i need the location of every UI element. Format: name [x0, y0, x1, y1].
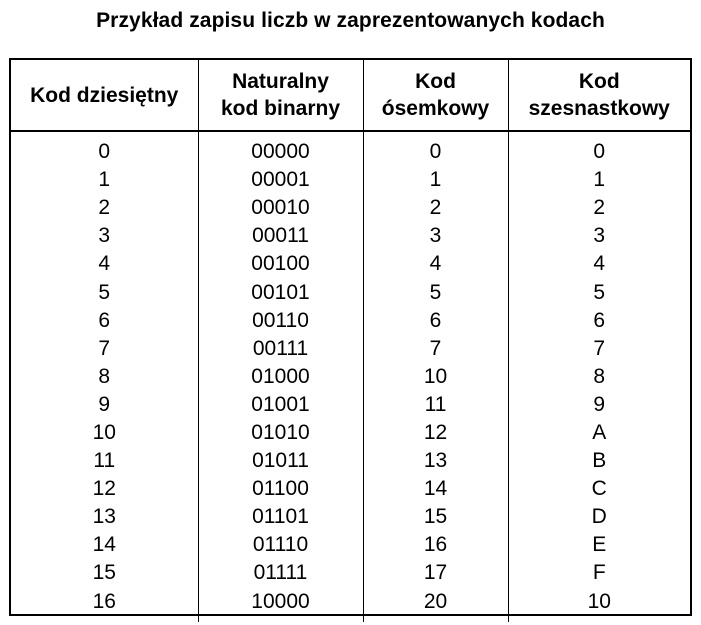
octal-cell: 17	[363, 559, 508, 587]
octal-cell: 3	[363, 222, 508, 250]
number-codes-table-frame	[9, 58, 692, 616]
decimal-cell: 7	[98, 336, 111, 360]
octal-cell: 11	[363, 391, 508, 419]
hex-cell: 6	[508, 307, 690, 335]
binary-cell: 00011	[198, 222, 363, 250]
table-row	[11, 588, 690, 622]
table-row	[11, 363, 690, 391]
binary-cell: 01001	[198, 391, 363, 419]
table-body	[11, 131, 690, 622]
binary-cell: 00111	[198, 335, 363, 363]
octal-cell: 10	[363, 363, 508, 391]
binary-cell: 10000	[198, 588, 363, 622]
hex-cell: 0	[508, 131, 690, 166]
table-row	[11, 307, 690, 335]
decimal-cell: 15	[92, 561, 116, 585]
hex-cell: 4	[508, 250, 690, 278]
binary-cell: 01000	[198, 363, 363, 391]
header-hex	[508, 60, 690, 131]
octal-cell: 16	[363, 531, 508, 559]
table-row	[11, 475, 690, 503]
hex-cell: 8	[508, 363, 690, 391]
table-row	[11, 559, 690, 587]
table-row	[11, 131, 690, 166]
header-binary	[198, 60, 363, 131]
table-row	[11, 278, 690, 306]
octal-cell: 5	[363, 278, 508, 306]
decimal-cell: 16	[92, 589, 116, 613]
binary-cell: 00000	[198, 131, 363, 166]
octal-cell: 14	[363, 475, 508, 503]
binary-cell: 01110	[198, 531, 363, 559]
page-title: Przykład zapisu liczb w zaprezentowanych kodach	[96, 9, 605, 32]
table-row	[11, 335, 690, 363]
header-decimal-line-1: Kod dziesiętny	[30, 83, 179, 107]
hex-cell: F	[508, 559, 690, 587]
header-octal-line-2: ósemkowy	[381, 97, 490, 120]
decimal-cell: 4	[98, 252, 111, 276]
binary-cell: 01100	[198, 475, 363, 503]
table-row	[11, 222, 690, 250]
octal-cell: 6	[363, 307, 508, 335]
header-octal-line-1: Kod	[415, 70, 456, 93]
binary-cell: 00101	[198, 278, 363, 306]
decimal-cell: 14	[92, 533, 116, 557]
decimal-cell: 11	[93, 449, 116, 473]
octal-cell: 13	[363, 447, 508, 475]
header-hex-line-2: szesnastkowy	[528, 97, 670, 120]
number-codes-table	[11, 60, 690, 622]
header-binary-line-2: kod binarny	[220, 97, 341, 120]
header-binary-line-1: Naturalny	[232, 70, 329, 93]
binary-cell: 01010	[198, 419, 363, 447]
table-row	[11, 391, 690, 419]
binary-cell: 00100	[198, 250, 363, 278]
octal-cell: 2	[363, 194, 508, 222]
hex-cell: 1	[508, 166, 690, 194]
binary-cell: 01101	[198, 503, 363, 531]
hex-cell: A	[508, 419, 690, 447]
hex-cell: D	[508, 503, 690, 531]
hex-cell: C	[508, 475, 690, 503]
header-hex-line-1: Kod	[578, 70, 620, 93]
octal-cell: 1	[363, 166, 508, 194]
decimal-cell: 8	[98, 364, 111, 388]
binary-cell: 01111	[198, 559, 363, 587]
decimal-cell: 1	[98, 168, 111, 192]
decimal-cell: 5	[98, 280, 111, 304]
octal-cell: 12	[363, 419, 508, 447]
decimal-cell: 13	[92, 505, 116, 529]
decimal-cell: 0	[98, 140, 111, 164]
header-octal	[363, 60, 508, 131]
decimal-cell: 2	[98, 196, 111, 220]
table-row	[11, 166, 690, 194]
hex-cell: B	[508, 447, 690, 475]
header-decimal	[11, 60, 198, 131]
hex-cell: 5	[508, 278, 690, 306]
octal-cell: 4	[363, 250, 508, 278]
table-row	[11, 447, 690, 475]
table-header-row	[11, 60, 690, 131]
hex-cell: 9	[508, 391, 690, 419]
binary-cell: 00110	[198, 307, 363, 335]
hex-cell: 7	[508, 335, 690, 363]
hex-cell: 10	[508, 588, 690, 622]
binary-cell: 00010	[198, 194, 363, 222]
octal-cell: 0	[363, 131, 508, 166]
decimal-cell: 6	[98, 308, 111, 332]
decimal-cell: 10	[92, 420, 116, 444]
octal-cell: 15	[363, 503, 508, 531]
table-row	[11, 419, 690, 447]
decimal-cell: 3	[98, 224, 111, 248]
table-row	[11, 194, 690, 222]
binary-cell: 00001	[198, 166, 363, 194]
hex-cell: E	[508, 531, 690, 559]
decimal-cell: 9	[98, 392, 111, 416]
decimal-cell: 12	[92, 477, 116, 501]
binary-cell: 01011	[198, 447, 363, 475]
hex-cell: 2	[508, 194, 690, 222]
table-row	[11, 503, 690, 531]
table-row	[11, 250, 690, 278]
octal-cell: 7	[363, 335, 508, 363]
table-row	[11, 531, 690, 559]
hex-cell: 3	[508, 222, 690, 250]
octal-cell: 20	[363, 588, 508, 622]
